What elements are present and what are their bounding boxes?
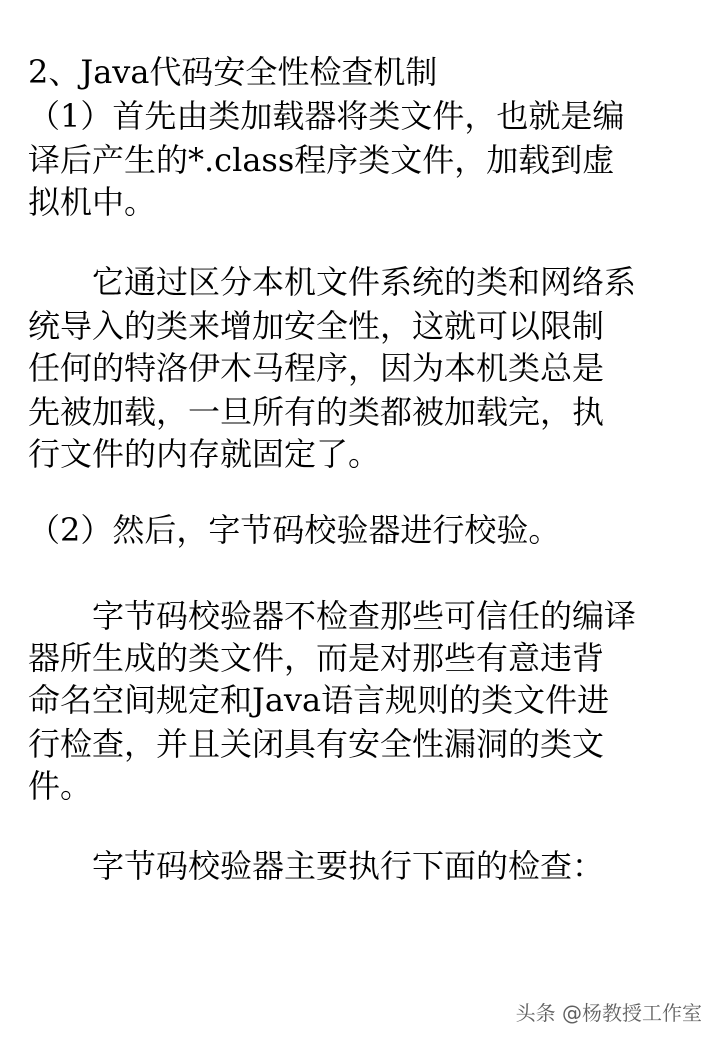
subsection-heading: （2）然后，字节码校验器进行校验。 <box>28 511 561 549</box>
paragraph-line: 字节码校验器主要执行下面的检查： <box>28 847 605 885</box>
paragraph-line: （1）首先由类加载器将类文件，也就是编 <box>28 97 625 135</box>
paragraph-line: 行检查，并且关闭具有安全性漏洞的类文 <box>28 725 605 763</box>
paragraph-line: 拟机中。 <box>28 183 157 221</box>
paragraph-line: 它通过区分本机文件系统的类和网络系 <box>28 263 637 301</box>
paragraph-line: 译后产生的*.class程序类文件，加载到虚 <box>28 141 615 179</box>
paragraph-line: 命名空间规定和Java语言规则的类文件进 <box>28 681 610 719</box>
paragraph-line: 任何的特洛伊木马程序，因为本机类总是 <box>28 349 605 387</box>
watermark-text: 头条 @杨教授工作室 <box>515 1001 702 1025</box>
paragraph-line: 行文件的内存就固定了。 <box>28 435 381 473</box>
paragraph-line: 先被加载，一旦所有的类都被加载完，执 <box>28 393 605 431</box>
paragraph-line: 器所生成的类文件，而是对那些有意违背 <box>28 639 605 677</box>
paragraph-line: 件。 <box>28 767 93 805</box>
paragraph-line: 统导入的类来增加安全性，这就可以限制 <box>28 307 605 345</box>
section-heading: 2、Java代码安全性检查机制 <box>28 53 438 91</box>
paragraph-line: 字节码校验器不检查那些可信任的编译 <box>28 597 637 635</box>
